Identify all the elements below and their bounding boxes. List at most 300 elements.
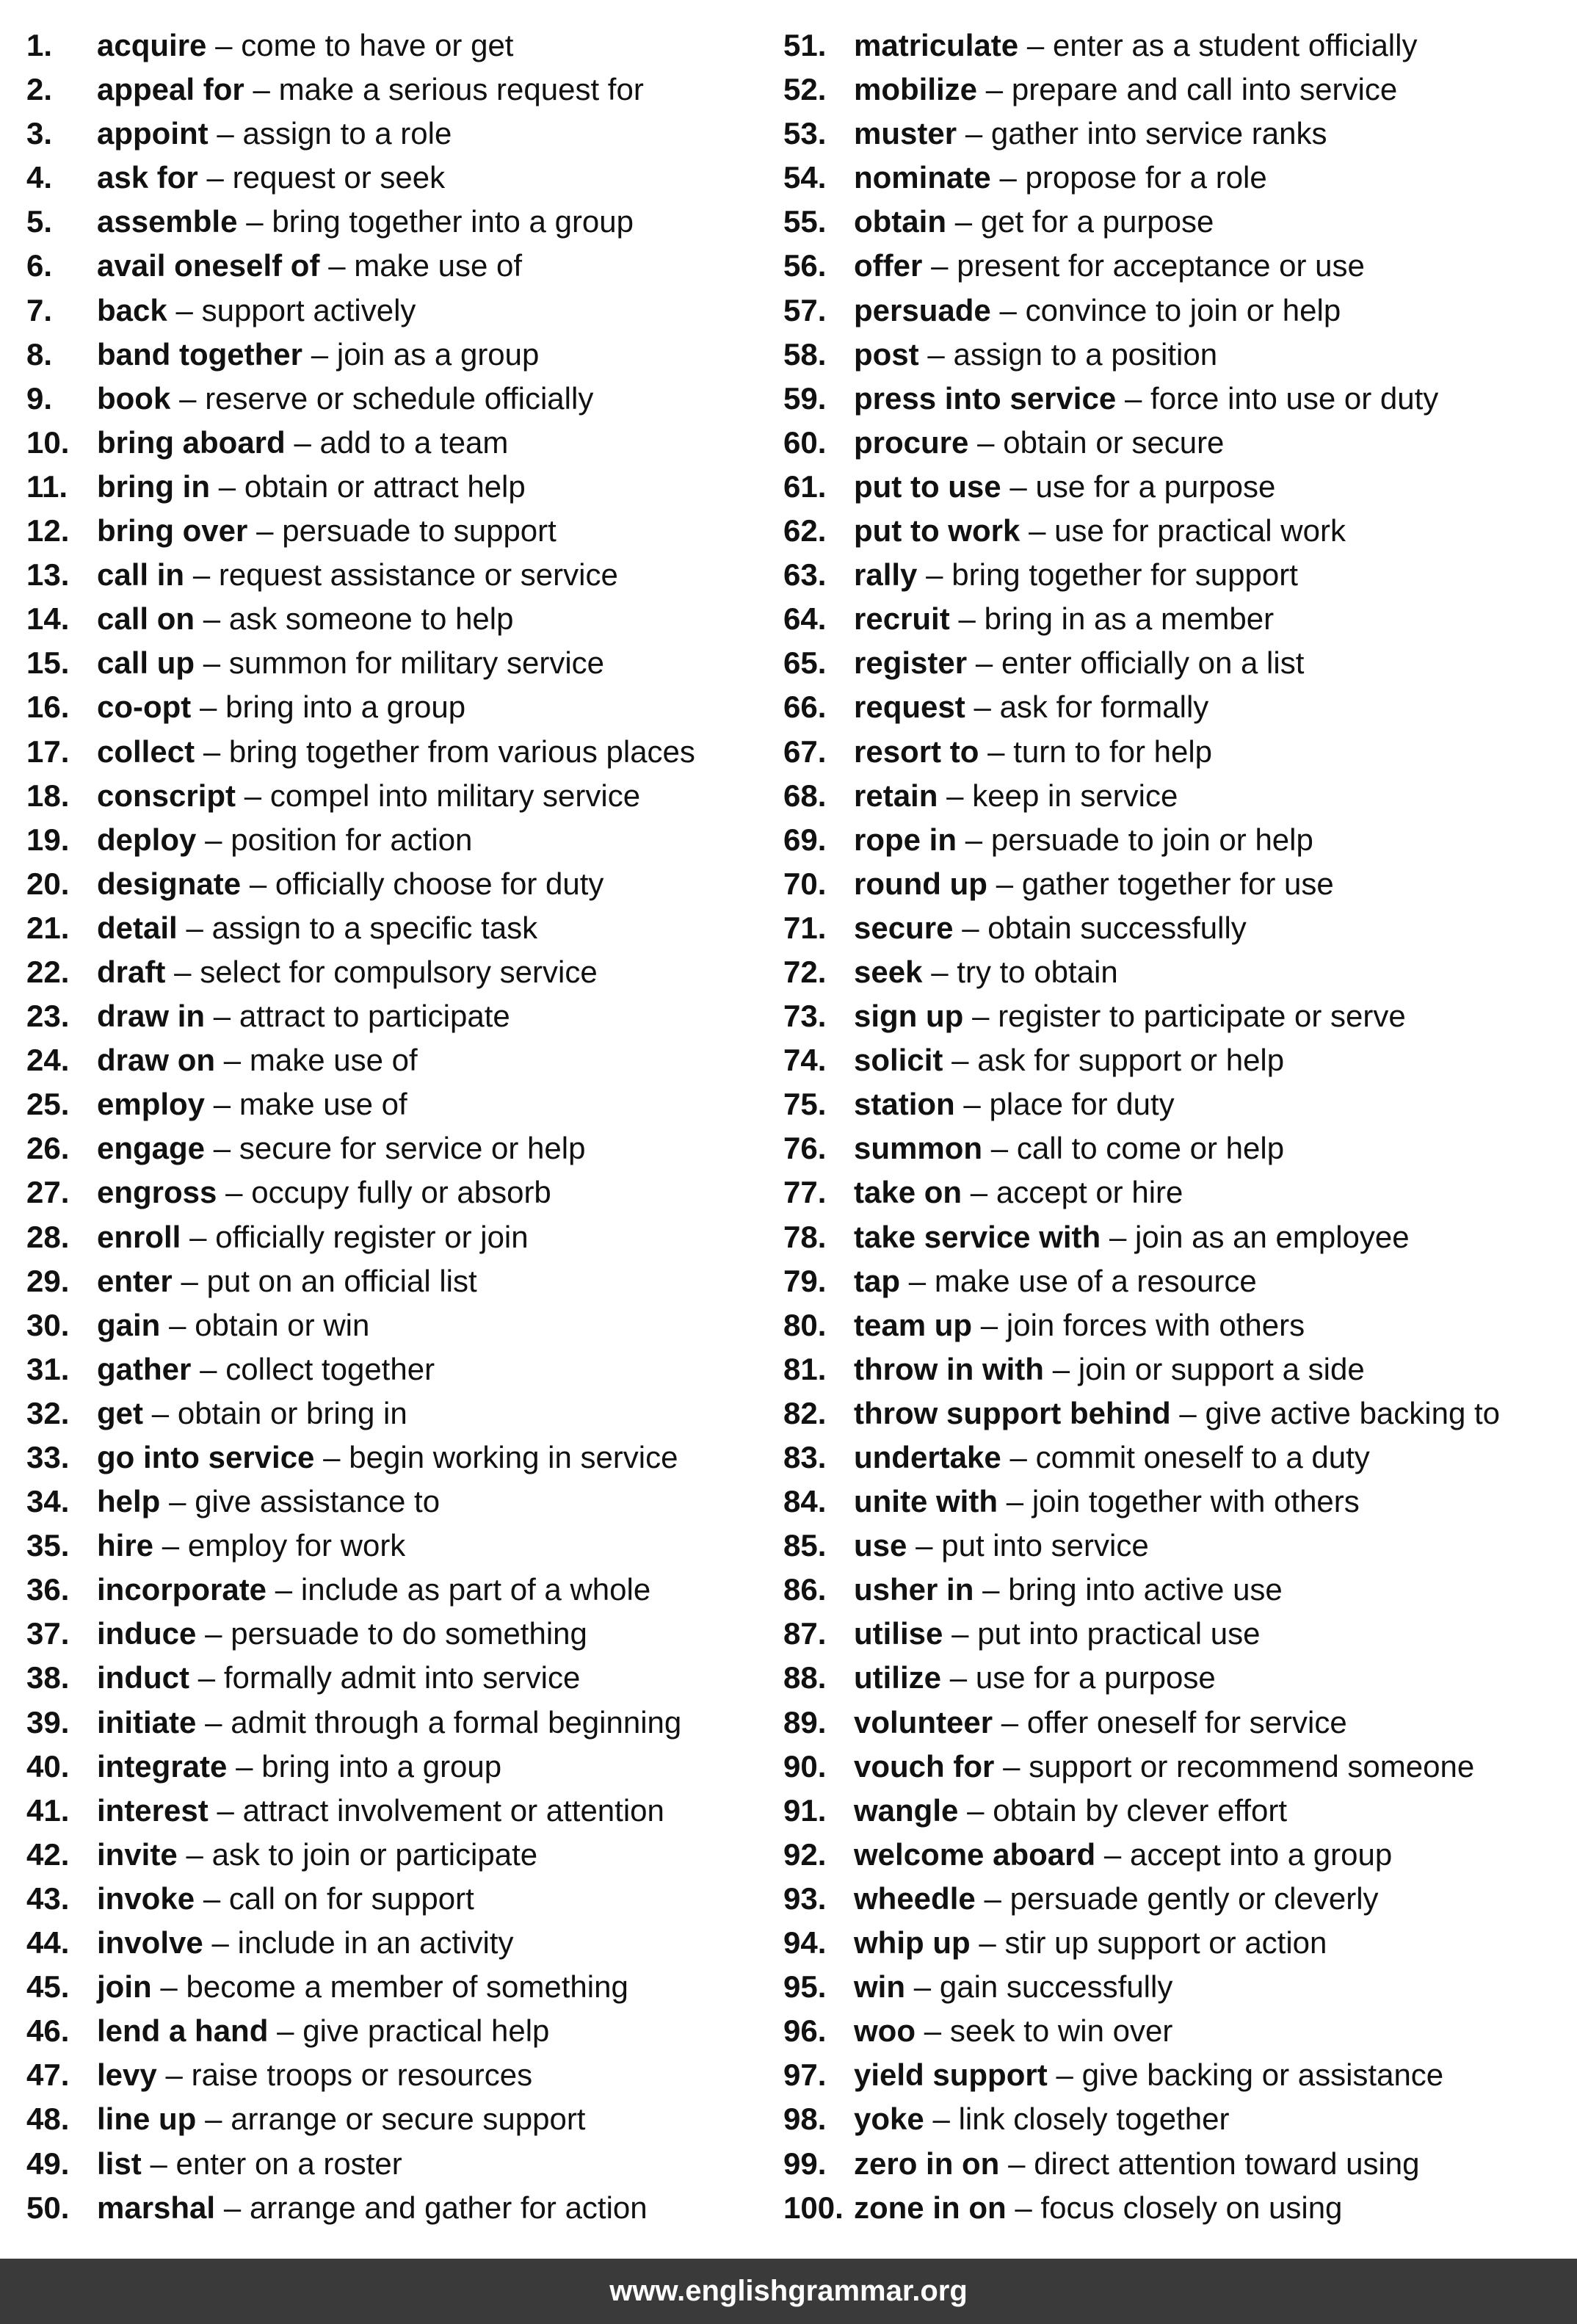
item-separator: – — [926, 557, 943, 593]
item-number: 61. — [783, 468, 827, 504]
list-item — [783, 862, 1573, 906]
item-term: line up — [97, 2102, 197, 2137]
list-item — [26, 950, 768, 994]
item-number: 7. — [26, 292, 53, 327]
item-definition: assign to a role — [242, 116, 452, 151]
item-definition: officially choose for duty — [275, 866, 604, 901]
item-definition: join or support a side — [1078, 1351, 1365, 1386]
item-definition: collect together — [225, 1351, 435, 1386]
item-term: bring in — [97, 468, 210, 504]
item-term: seek — [854, 954, 923, 989]
list-item — [783, 1303, 1573, 1347]
item-definition: support actively — [201, 292, 416, 327]
item-term: summon — [854, 1131, 983, 1166]
item-separator: – — [946, 778, 964, 813]
item-term: employ — [97, 1087, 206, 1122]
list-item — [783, 1170, 1573, 1215]
item-separator: – — [217, 116, 234, 151]
item-number: 36. — [26, 1572, 70, 1607]
item-term: muster — [854, 116, 957, 151]
item-term: utilize — [854, 1660, 942, 1695]
item-term: station — [854, 1087, 955, 1122]
item-number: 63. — [783, 557, 827, 593]
item-definition: begin working in service — [349, 1440, 678, 1474]
item-definition: stir up support or action — [1004, 1925, 1327, 1961]
item-number: 66. — [783, 689, 827, 725]
item-term: matriculate — [854, 28, 1019, 62]
item-definition: assign to a position — [953, 336, 1218, 372]
item-term: collect — [97, 734, 195, 769]
item-definition: summon for military service — [228, 645, 605, 681]
item-term: zero in on — [854, 2146, 1000, 2181]
item-number: 79. — [783, 1263, 827, 1298]
item-term: enroll — [97, 1219, 181, 1254]
item-term: avail oneself of — [97, 248, 320, 283]
item-term: appeal for — [97, 72, 244, 107]
item-definition: use for practical work — [1054, 513, 1346, 549]
item-term: nominate — [854, 160, 991, 195]
list-item — [26, 1877, 768, 1921]
item-separator: – — [977, 424, 995, 460]
item-number: 49. — [26, 2146, 70, 2181]
list-item — [26, 1789, 768, 1833]
item-separator: – — [924, 2013, 942, 2049]
item-separator: – — [203, 1880, 221, 1916]
item-term: back — [97, 292, 167, 327]
item-separator: – — [213, 1131, 231, 1166]
item-separator: – — [223, 2190, 242, 2225]
item-separator: – — [218, 468, 236, 504]
item-term: throw support behind — [854, 1395, 1171, 1430]
item-number: 60. — [783, 424, 827, 460]
item-number: 12. — [26, 513, 70, 549]
item-definition: make a serious request for — [278, 72, 644, 107]
item-definition: make use of — [249, 1043, 418, 1078]
item-separator: – — [160, 1969, 178, 2005]
list-item — [783, 2097, 1573, 2141]
item-term: tap — [854, 1263, 900, 1298]
item-separator: – — [200, 689, 217, 725]
item-separator: – — [256, 513, 274, 549]
list-item — [26, 641, 768, 685]
item-definition: employ for work — [187, 1528, 406, 1563]
item-separator: – — [205, 1616, 222, 1651]
item-definition: occupy fully or absorb — [251, 1175, 551, 1210]
item-separator: – — [949, 1660, 968, 1695]
item-definition: ask for formally — [999, 689, 1209, 725]
item-term: integrate — [97, 1748, 228, 1784]
list-item — [783, 730, 1573, 774]
item-number: 2. — [26, 72, 53, 107]
item-number: 84. — [783, 1484, 827, 1519]
item-definition: obtain or attract help — [244, 468, 526, 504]
item-number: 44. — [26, 1925, 70, 1961]
item-term: undertake — [854, 1440, 1001, 1474]
item-term: rope in — [854, 822, 957, 857]
list-item — [26, 685, 768, 729]
list-item — [26, 818, 768, 862]
list-item — [26, 2142, 768, 2186]
item-term: press into service — [854, 380, 1117, 416]
item-number: 59. — [783, 380, 827, 416]
item-definition: accept or hire — [996, 1175, 1183, 1210]
item-definition: prepare and call into service — [1011, 72, 1398, 107]
item-term: obtain — [854, 204, 946, 239]
list-item — [26, 1656, 768, 1700]
item-number: 33. — [26, 1440, 70, 1474]
item-number: 4. — [26, 160, 53, 195]
item-definition: join forces with others — [1006, 1307, 1305, 1342]
list-item — [26, 1612, 768, 1656]
list-item — [783, 950, 1573, 994]
item-separator: – — [980, 1307, 998, 1342]
item-definition: make use of a resource — [934, 1263, 1257, 1298]
list-item — [26, 1568, 768, 1612]
item-number: 42. — [26, 1836, 70, 1872]
item-definition: register to participate or serve — [998, 999, 1406, 1034]
item-definition: bring in as a member — [984, 601, 1275, 637]
item-number: 11. — [26, 468, 68, 504]
item-definition: compel into military service — [269, 778, 641, 813]
list-item — [26, 2186, 768, 2230]
list-item — [783, 994, 1573, 1038]
item-separator: – — [1009, 1440, 1027, 1474]
list-item — [783, 68, 1573, 112]
item-definition: focus closely on using — [1040, 2190, 1343, 2225]
item-definition: keep in service — [972, 778, 1178, 813]
list-item — [26, 333, 768, 377]
list-item — [26, 112, 768, 156]
item-number: 14. — [26, 601, 70, 637]
item-number: 91. — [783, 1792, 827, 1828]
item-term: volunteer — [854, 1704, 993, 1740]
item-definition: try to obtain — [957, 954, 1118, 989]
list-item — [783, 1259, 1573, 1303]
item-number: 69. — [783, 822, 827, 857]
item-number: 16. — [26, 689, 70, 725]
item-number: 58. — [783, 336, 827, 372]
item-number: 37. — [26, 1616, 70, 1651]
item-separator: – — [932, 2102, 950, 2137]
item-number: 77. — [783, 1175, 827, 1210]
item-number: 17. — [26, 734, 70, 769]
item-term: put to work — [854, 513, 1020, 549]
list-item — [783, 333, 1573, 377]
item-term: list — [97, 2146, 142, 2181]
item-definition: call on for support — [228, 1880, 474, 1916]
item-term: ask for — [97, 160, 198, 195]
item-term: request — [854, 689, 965, 725]
item-separator: – — [984, 1880, 1001, 1916]
item-term: team up — [854, 1307, 973, 1342]
item-term: persuade — [854, 292, 991, 327]
item-separator: – — [987, 734, 1005, 769]
item-number: 15. — [26, 645, 70, 681]
item-definition: support or recommend someone — [1029, 1748, 1475, 1784]
item-term: assemble — [97, 204, 238, 239]
item-separator: – — [213, 999, 231, 1034]
item-term: enter — [97, 1263, 173, 1298]
item-term: take on — [854, 1175, 962, 1210]
list-item — [783, 112, 1573, 156]
list-item — [783, 1436, 1573, 1480]
list-item — [783, 2009, 1573, 2053]
item-separator: – — [1124, 380, 1142, 416]
item-number: 40. — [26, 1748, 70, 1784]
item-number: 22. — [26, 954, 70, 989]
list-item — [26, 597, 768, 641]
item-number: 13. — [26, 557, 70, 593]
item-definition: turn to for help — [1013, 734, 1213, 769]
list-item — [783, 1347, 1573, 1391]
list-item — [26, 1480, 768, 1524]
list-item — [26, 730, 768, 774]
item-term: get — [97, 1395, 143, 1430]
item-separator: – — [970, 1175, 988, 1210]
item-term: bring aboard — [97, 424, 286, 460]
item-number: 88. — [783, 1660, 827, 1695]
item-separator: – — [323, 1440, 341, 1474]
item-number: 31. — [26, 1351, 70, 1386]
item-definition: obtain successfully — [987, 910, 1247, 945]
item-number: 95. — [783, 1969, 827, 2005]
item-separator: – — [931, 248, 949, 283]
item-number: 29. — [26, 1263, 70, 1298]
item-separator: – — [236, 1748, 253, 1784]
list-item — [783, 244, 1573, 288]
item-number: 23. — [26, 999, 70, 1034]
item-separator: – — [151, 1395, 170, 1430]
item-term: call in — [97, 557, 185, 593]
item-definition: make use of — [354, 248, 523, 283]
item-definition: give backing or assistance — [1081, 2057, 1444, 2093]
list-item — [26, 200, 768, 244]
left-column — [26, 23, 768, 2230]
item-separator: – — [1008, 2146, 1026, 2181]
item-number: 27. — [26, 1175, 70, 1210]
item-definition: offer oneself for service — [1026, 1704, 1347, 1740]
item-separator: – — [1006, 1484, 1024, 1519]
item-definition: present for acceptance or use — [957, 248, 1365, 283]
list-item — [783, 1480, 1573, 1524]
item-term: procure — [854, 424, 969, 460]
item-number: 47. — [26, 2057, 70, 2093]
item-definition: persuade to support — [282, 513, 557, 549]
item-definition: assign to a specific task — [211, 910, 538, 945]
item-definition: arrange or secure support — [231, 2102, 586, 2137]
item-separator: – — [927, 336, 945, 372]
item-number: 55. — [783, 204, 827, 239]
item-separator: – — [189, 1219, 207, 1254]
item-number: 21. — [26, 910, 70, 945]
item-definition: convince to join or help — [1025, 292, 1341, 327]
item-definition: come to have or get — [241, 28, 514, 62]
item-term: appoint — [97, 116, 209, 151]
list-item — [26, 23, 768, 68]
item-term: register — [854, 645, 968, 681]
list-item — [26, 421, 768, 465]
item-definition: accept into a group — [1129, 1836, 1393, 1872]
item-separator: – — [169, 1307, 186, 1342]
item-separator: – — [1056, 2057, 1073, 2093]
item-term: initiate — [97, 1704, 197, 1740]
item-definition: put into service — [941, 1528, 1149, 1563]
item-term: call on — [97, 601, 195, 637]
item-term: secure — [854, 910, 954, 945]
item-separator: – — [967, 1792, 985, 1828]
list-item — [26, 156, 768, 200]
item-term: go into service — [97, 1440, 315, 1474]
item-definition: bring together into a group — [272, 204, 634, 239]
item-separator: – — [181, 1263, 198, 1298]
item-number: 87. — [783, 1616, 827, 1651]
list-item — [783, 377, 1573, 421]
item-separator: – — [311, 336, 329, 372]
item-separator: – — [246, 204, 264, 239]
item-term: join — [97, 1969, 152, 2005]
item-separator: – — [962, 910, 979, 945]
item-separator: – — [213, 1087, 231, 1122]
item-separator: – — [275, 1572, 293, 1607]
item-term: draft — [97, 954, 166, 989]
item-number: 45. — [26, 1969, 70, 2005]
item-separator: – — [954, 204, 973, 239]
item-term: call up — [97, 645, 195, 681]
list-item — [26, 1347, 768, 1391]
item-separator: – — [916, 1528, 933, 1563]
item-definition: officially register or join — [215, 1219, 529, 1254]
item-separator: – — [965, 116, 983, 151]
item-separator: – — [1001, 1704, 1019, 1740]
item-separator: – — [200, 1351, 217, 1386]
item-definition: give assistance to — [195, 1484, 441, 1519]
item-number: 20. — [26, 866, 70, 901]
list-item — [783, 156, 1573, 200]
item-number: 90. — [783, 1748, 827, 1784]
item-separator: – — [186, 910, 203, 945]
item-number: 97. — [783, 2057, 827, 2093]
item-term: band together — [97, 336, 302, 372]
item-definition: obtain or bring in — [177, 1395, 407, 1430]
item-definition: persuade gently or cleverly — [1009, 1880, 1379, 1916]
item-number: 89. — [783, 1704, 827, 1740]
item-separator: – — [931, 954, 949, 989]
item-definition: join as a group — [336, 336, 540, 372]
item-term: take service with — [854, 1219, 1101, 1254]
item-number: 41. — [26, 1792, 70, 1828]
item-definition: use for a purpose — [975, 1660, 1216, 1695]
item-separator: – — [205, 822, 222, 857]
item-number: 30. — [26, 1307, 70, 1342]
item-separator: – — [951, 1616, 969, 1651]
list-item — [783, 2053, 1573, 2097]
item-separator: – — [225, 1175, 243, 1210]
item-term: co-opt — [97, 689, 192, 725]
item-term: engross — [97, 1175, 217, 1210]
item-number: 81. — [783, 1351, 827, 1386]
item-separator: – — [253, 72, 270, 107]
list-item — [783, 553, 1573, 597]
item-term: solicit — [854, 1043, 943, 1078]
item-number: 68. — [783, 778, 827, 813]
item-number: 57. — [783, 292, 827, 327]
item-separator: – — [990, 1131, 1009, 1166]
list-item — [26, 2053, 768, 2097]
item-number: 53. — [783, 116, 827, 151]
item-term: wheedle — [854, 1880, 976, 1916]
list-item — [26, 509, 768, 553]
list-item — [783, 1082, 1573, 1126]
item-term: zone in on — [854, 2190, 1007, 2225]
item-term: resort to — [854, 734, 979, 769]
list-item — [26, 1965, 768, 2009]
item-term: gather — [97, 1351, 192, 1386]
item-definition: raise troops or resources — [191, 2057, 533, 2093]
item-term: vouch for — [854, 1748, 995, 1784]
item-definition: bring together from various places — [228, 734, 695, 769]
item-separator: – — [211, 1925, 229, 1961]
item-term: bring over — [97, 513, 248, 549]
item-definition: select for compulsory service — [200, 954, 598, 989]
item-separator: – — [996, 866, 1014, 901]
item-definition: join as an employee — [1135, 1219, 1410, 1254]
item-term: unite with — [854, 1484, 998, 1519]
item-number: 5. — [26, 204, 53, 239]
item-definition: obtain or win — [195, 1307, 370, 1342]
list-item — [783, 1656, 1573, 1700]
item-number: 19. — [26, 822, 70, 857]
item-definition: include in an activity — [237, 1925, 514, 1961]
list-item — [26, 289, 768, 333]
item-separator: – — [294, 424, 311, 460]
item-number: 39. — [26, 1704, 70, 1740]
item-definition: persuade to do something — [231, 1616, 587, 1651]
item-definition: request assistance or service — [218, 557, 618, 593]
item-number: 96. — [783, 2013, 827, 2049]
item-separator: – — [165, 2057, 183, 2093]
item-separator: – — [169, 1484, 186, 1519]
item-number: 64. — [783, 601, 827, 637]
list-item — [783, 1921, 1573, 1965]
list-item — [26, 994, 768, 1038]
item-number: 73. — [783, 999, 827, 1034]
list-item — [26, 1038, 768, 1082]
list-item — [783, 1965, 1573, 2009]
item-separator: – — [249, 866, 267, 901]
list-item — [26, 1436, 768, 1480]
item-number: 24. — [26, 1043, 70, 1078]
item-number: 94. — [783, 1925, 827, 1961]
item-term: win — [854, 1969, 905, 2005]
list-item — [26, 1701, 768, 1745]
item-term: involve — [97, 1925, 203, 1961]
item-number: 50. — [26, 2190, 70, 2225]
item-number: 8. — [26, 336, 53, 372]
list-item — [26, 1745, 768, 1789]
item-term: woo — [854, 2013, 916, 2049]
list-item — [26, 2097, 768, 2141]
item-number: 35. — [26, 1528, 70, 1563]
item-number: 65. — [783, 645, 827, 681]
item-term: engage — [97, 1131, 206, 1166]
list-item — [26, 465, 768, 509]
list-item — [783, 465, 1573, 509]
list-item — [783, 597, 1573, 641]
list-item — [783, 1391, 1573, 1436]
item-number: 100. — [783, 2190, 844, 2225]
item-separator: – — [1015, 2190, 1032, 2225]
item-definition: become a member of something — [186, 1969, 628, 2005]
